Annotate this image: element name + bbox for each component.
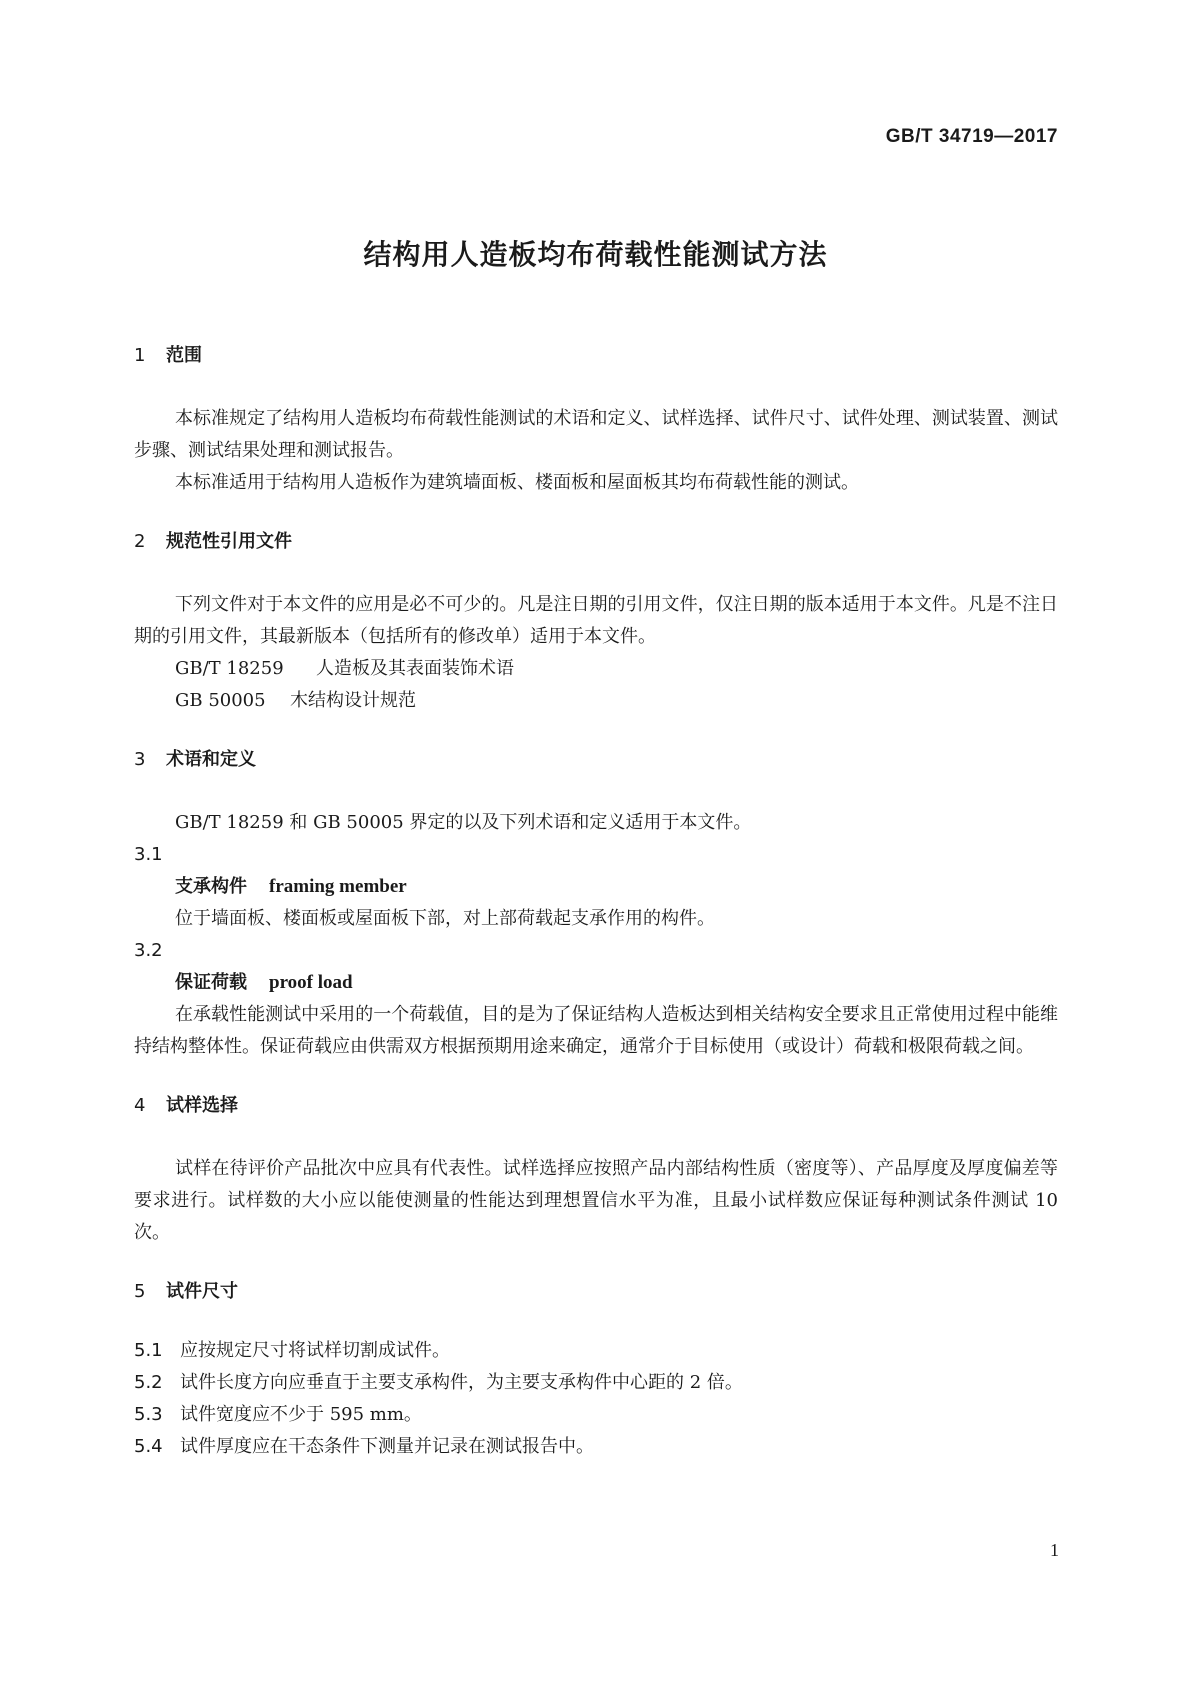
clause-item bbox=[134, 1399, 1058, 1431]
clause-item bbox=[134, 1431, 1058, 1463]
clause-number: 5.3 bbox=[134, 1404, 163, 1425]
section-heading-sample-selection bbox=[134, 1091, 1058, 1121]
term-number: 3.2 bbox=[134, 940, 163, 961]
paragraph: 本标准规定了结构用人造板均布荷载性能测试的术语和定义、试样选择、试件尺寸、试件处理、测试装置、测试步骤、测试结果处理和测试报告。 bbox=[134, 408, 1058, 461]
reference-name: 木结构设计规范 bbox=[290, 690, 416, 711]
section-number: 3 bbox=[134, 749, 146, 770]
reference-item bbox=[134, 685, 1058, 717]
section-number: 4 bbox=[134, 1095, 146, 1116]
section-heading-normative-references bbox=[134, 527, 1058, 557]
term-definition: 在承载性能测试中采用的一个荷载值，目的是为了保证结构人造板达到相关结构安全要求且正常使用过程中能维持结构整体性。保证荷载应由供需双方根据预期用途来确定，通常介于目标使用（或设计）荷载和极限荷载之间。 bbox=[134, 1004, 1058, 1057]
reference-code: GB/T 18259 bbox=[175, 658, 284, 679]
section-number: 2 bbox=[134, 531, 146, 552]
standard-code: GB/T 34719—2017 bbox=[885, 126, 1058, 147]
term-zh: 支承构件 bbox=[175, 876, 247, 897]
document-body bbox=[134, 341, 1058, 1463]
section-title: 范围 bbox=[166, 345, 202, 366]
clause-text: 试件长度方向应垂直于主要支承构件，为主要支承构件中心距的 2 倍。 bbox=[180, 1372, 743, 1393]
term-en: framing member bbox=[269, 876, 407, 897]
paragraph: 本标准适用于结构用人造板作为建筑墙面板、楼面板和屋面板其均布荷载性能的测试。 bbox=[175, 472, 859, 493]
term-zh: 保证荷载 bbox=[175, 972, 247, 993]
term-definition: 位于墙面板、楼面板或屋面板下部，对上部荷载起支承作用的构件。 bbox=[175, 908, 715, 929]
section-heading-terms bbox=[134, 745, 1058, 775]
term-number: 3.1 bbox=[134, 844, 163, 865]
clause-text: 试件厚度应在干态条件下测量并记录在测试报告中。 bbox=[180, 1436, 594, 1457]
section-number: 5 bbox=[134, 1281, 146, 1302]
section-number: 1 bbox=[134, 345, 146, 366]
section-heading-specimen-size bbox=[134, 1277, 1058, 1307]
clause-number: 5.2 bbox=[134, 1372, 163, 1393]
section-title: 术语和定义 bbox=[166, 749, 256, 770]
term-entry bbox=[134, 967, 1058, 999]
reference-code: GB 50005 bbox=[175, 690, 266, 711]
clause-text: 试件宽度应不少于 595 mm。 bbox=[180, 1404, 422, 1425]
document-title: 结构用人造板均布荷载性能测试方法 bbox=[363, 238, 828, 271]
section-title: 试件尺寸 bbox=[166, 1281, 238, 1302]
reference-name: 人造板及其表面装饰术语 bbox=[316, 658, 514, 679]
section-title: 规范性引用文件 bbox=[166, 531, 292, 552]
term-entry bbox=[134, 871, 1058, 903]
clause-item bbox=[134, 1335, 1058, 1367]
paragraph: GB/T 18259 和 GB 50005 界定的以及下列术语和定义适用于本文件。 bbox=[175, 812, 752, 833]
term-en: proof load bbox=[269, 972, 353, 993]
section-title: 试样选择 bbox=[166, 1095, 238, 1116]
paragraph: 下列文件对于本文件的应用是必不可少的。凡是注日期的引用文件，仅注日期的版本适用于本文件。凡是不注日期的引用文件，其最新版本（包括所有的修改单）适用于本文件。 bbox=[134, 594, 1058, 647]
reference-item bbox=[134, 653, 1058, 685]
clause-item bbox=[134, 1367, 1058, 1399]
clause-number: 5.4 bbox=[134, 1436, 163, 1457]
clause-text: 应按规定尺寸将试样切割成试件。 bbox=[180, 1340, 450, 1361]
page-number: 1 bbox=[1050, 1540, 1059, 1560]
clause-number: 5.1 bbox=[134, 1340, 163, 1361]
paragraph: 试样在待评价产品批次中应具有代表性。试样选择应按照产品内部结构性质（密度等）、产品厚度及厚度偏差等要求进行。试样数的大小应以能使测量的性能达到理想置信水平为准，且最小试样数应保证每种测试条件测试 10 次。 bbox=[134, 1158, 1058, 1243]
section-heading-scope bbox=[134, 341, 1058, 371]
